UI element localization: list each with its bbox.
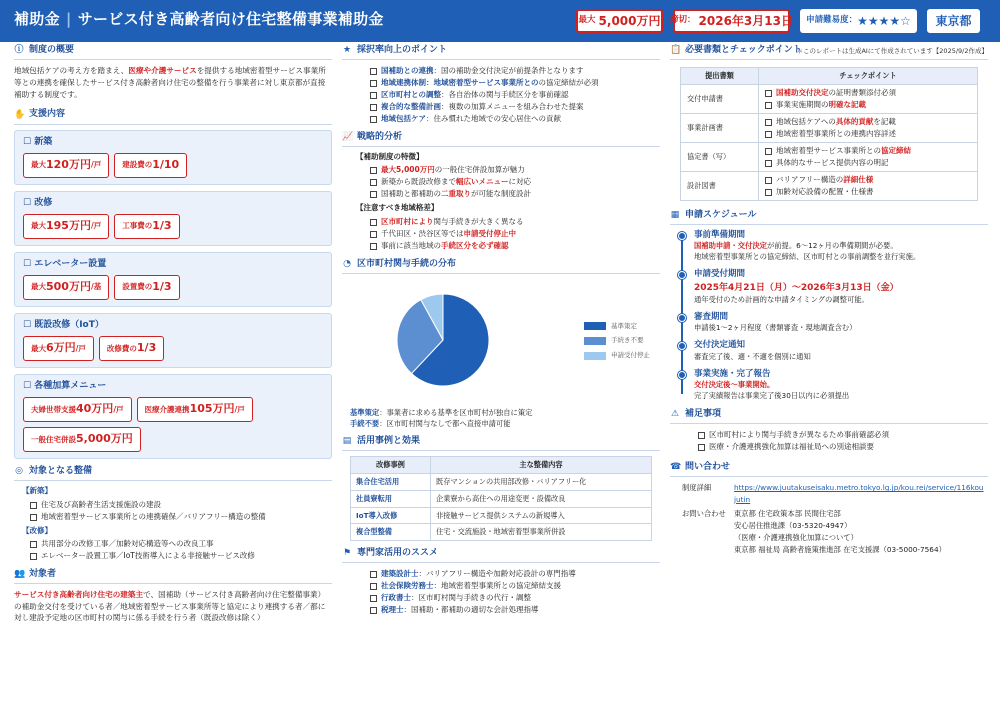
- case-name: 複合型整備: [351, 524, 431, 541]
- checkbox-icon: [765, 131, 772, 138]
- schedule-item: 事前準備期間 国補助申請・交付決定が前提。6〜12ヶ月の準備期間が必要。 地域密着型事業所との協定締結、区市町村との事前調整を並行実施。: [694, 230, 988, 263]
- region-badge: 東京都: [927, 9, 980, 33]
- doc-name: 事業計画書: [681, 113, 759, 142]
- checkbox-icon: [30, 541, 37, 548]
- contact-line: 東京都 福祉局 高齢者施策推進部 在宅支援課（03-5000-7564）: [734, 545, 946, 555]
- checkbox-icon: [30, 553, 37, 560]
- contact-line: 東京都 住宅政策本部 民間住宅部: [734, 508, 841, 518]
- legend-item: [584, 351, 650, 360]
- table-header: チェックポイント: [759, 68, 978, 85]
- clipboard-icon: 📋: [670, 45, 682, 56]
- doc-name: 交付申請書: [681, 84, 759, 113]
- checkbox-icon: [370, 231, 377, 238]
- eligible-heading: 👥 対象者: [14, 568, 332, 584]
- points-heading: ★ 採択率向上のポイント: [342, 44, 660, 60]
- timeline-dot: [678, 314, 686, 322]
- legend-label: 手続き不要: [611, 336, 644, 345]
- contact-lines: [734, 508, 946, 556]
- support-box-title: ☐ エレベーター設置: [23, 258, 107, 269]
- people-icon: 👥: [14, 568, 26, 579]
- checkbox-icon: [765, 189, 772, 196]
- checkbox-item: 複合的な整備計画：複数の加算メニューを組み合わせた提案: [370, 101, 660, 113]
- support-box: [14, 374, 332, 459]
- table-row: [681, 84, 978, 113]
- checkbox-icon: [370, 167, 377, 174]
- checkbox-item: 国補助との連携：国の補助金交付決定が前提条件となります: [370, 65, 660, 77]
- docs-heading: 📋 必要書類とチェックポイント: [670, 45, 802, 56]
- checkbox-item: 共用部分の改修工事／加齢対応構造等への改良工事: [22, 538, 332, 550]
- support-box: [14, 252, 332, 307]
- checkbox-item: 千代田区・渋谷区等では申請受付停止中: [370, 228, 660, 240]
- category-label: 補助金: [14, 10, 60, 28]
- calendar-icon: ▦: [670, 209, 680, 220]
- schedule-heading-text: 審査期間: [694, 311, 729, 322]
- distribution-notes: 基準策定：事業者に求める基準を区市町村が独自に策定 手続不要：区市町村関与なしで都へ直接申請可能: [350, 407, 533, 428]
- table-header: 改修事例: [351, 457, 431, 474]
- checkbox-item: 地域連携体制：地域密着型サービス事業所とのの協定締結が必須: [370, 77, 660, 89]
- checkbox-icon: [370, 116, 377, 123]
- supplement-list: [670, 429, 988, 453]
- checkbox-item: 地域密着型サービス事業所との連携確保／バリアフリー構造の整備: [22, 511, 332, 523]
- difficulty-stars: ★★★★☆: [857, 13, 911, 28]
- schedule-detail: 完了実績報告は事業完了後30日以内に必須提出: [694, 391, 850, 401]
- legend-swatch: [584, 337, 606, 345]
- amount-tag: 設置費の 1/3: [114, 275, 179, 300]
- target-group-label: 【新築】: [22, 486, 52, 496]
- checkbox-icon: [370, 571, 377, 578]
- checkbox-icon: [370, 243, 377, 250]
- support-box-title: ☐ 新築: [23, 136, 53, 147]
- page-title: [14, 9, 384, 29]
- schedule-detail: 審査完了後、適・不適を個別に通知: [694, 351, 811, 361]
- checkbox-item: 国補助交付決定の証明書類添付必須: [765, 87, 971, 99]
- checkbox-icon: [765, 90, 772, 97]
- schedule-heading-text: 交付決定通知: [694, 340, 746, 351]
- table-row: [351, 507, 652, 524]
- table-row: [681, 142, 978, 171]
- document-icon: ▤: [342, 436, 352, 447]
- checkbox-item: 国補助と都補助の二重取りが可能な制度設計: [370, 188, 660, 200]
- checkbox-icon: [370, 179, 377, 186]
- contact-row: お問い合わせ 東京都 住宅政策本部 民間住宅部 安心居住推進課（03-5320-4947） （医療・介護連携強化加算について） 東京都 福祉局 高齢者施策推進部 在宅支援課（03-5000-7564）: [682, 508, 988, 556]
- checkbox-icon: [765, 102, 772, 109]
- checkbox-icon: [765, 160, 772, 167]
- amount-tag: 工事費の 1/3: [114, 214, 179, 239]
- checkbox-icon: [370, 80, 377, 87]
- doc-checks: [759, 113, 978, 142]
- schedule-item: [694, 269, 988, 306]
- table-row: [351, 474, 652, 491]
- contact-detail-row: 制度詳細 https://www.juutakuseisaku.metro.tokyo.lg.jp/kou.rei/service/116koujutin: [682, 483, 984, 504]
- checkbox-item: 区市町村により関与手続きが異なるため事前確認必須: [698, 429, 988, 441]
- schedule-period: 2025年4月21日（月）〜2026年3月13日（金）: [694, 282, 899, 293]
- doc-checks: [759, 171, 978, 200]
- checkbox-item: 住宅及び高齢者生活支援施設の建設: [22, 499, 332, 511]
- checkbox-icon: [370, 104, 377, 111]
- legend-swatch: [584, 352, 606, 360]
- features-list: [356, 164, 660, 200]
- checkbox-item: 地域密着型事業所との連携内容詳述: [765, 128, 971, 140]
- checkbox-icon: [698, 432, 705, 439]
- table-row: [681, 113, 978, 142]
- checkbox-item: バリアフリー構造の詳細仕様: [765, 174, 971, 186]
- difficulty-badge: 申請難易度： ★★★★☆: [800, 9, 917, 33]
- targets-list: [14, 486, 332, 561]
- checkbox-icon: [370, 191, 377, 198]
- doc-name: 設計図書: [681, 171, 759, 200]
- timeline-dot: [678, 232, 686, 240]
- case-content: 非接触サービス提供システムの新規導入: [431, 507, 652, 524]
- schedule-heading-text: 事業実施・完了報告: [694, 368, 771, 379]
- warnings-list: [356, 216, 660, 252]
- targets-heading: ◎ 対象となる整備: [14, 465, 332, 481]
- schedule-detail: 申請後1〜2ヶ月程度（書類審査・現地調査含む）: [694, 323, 857, 333]
- expert-icon: ⚑: [342, 548, 352, 559]
- checkbox-item: 地域包括ケア：住み慣れた地域での安心居住への貢献: [370, 113, 660, 125]
- checkbox-icon: [30, 514, 37, 521]
- checkbox-icon: [765, 177, 772, 184]
- checkbox-icon: [765, 148, 772, 155]
- amount-tag: 建設費の 1/10: [114, 153, 187, 178]
- checkbox-item: 行政書士：区市町村関与手続きの代行・調整: [370, 592, 660, 604]
- warning-icon: ⚠: [670, 409, 680, 420]
- schedule-timeline: [676, 230, 988, 402]
- title-separator: |: [65, 10, 72, 28]
- case-content: 住宅・交流施設・地域密着型事業所併設: [431, 524, 652, 541]
- contact-heading: ☎ 問い合わせ: [670, 461, 988, 477]
- distribution-heading: ◔ 区市町村関与手続の分布: [342, 258, 660, 274]
- overview-text: 地域包括ケアの考え方を踏まえ、医療や介護サービスを提供する地域密着型サービス事業所等との連携を確保したサービス付き高齢者向け住宅の整備を行う事業者に対し東京都が直接補助する制度です。: [14, 66, 326, 99]
- eligible-text: サービス付き高齢者向け住宅の建築主で、国補助（サービス付き高齢者向け住宅整備事業）の補助金交付を受けている者／地域密着型サービス事業所等と協定により連携する者／都に対し建設予定地の区市町村の関与に係る手続を行う者（既設改修は除く）: [14, 589, 326, 623]
- amount-tag: 最大 500万円 /基: [23, 275, 109, 300]
- checkbox-item: 事前に該当地域の手続区分を必ず確認: [370, 240, 660, 252]
- checkbox-item: 区市町村により関与手続きが大きく異なる: [370, 216, 660, 228]
- schedule-item: [694, 340, 988, 362]
- left-column: [14, 44, 332, 624]
- strategy-heading: 📈 戦略的分析: [342, 131, 660, 147]
- checkbox-icon: [698, 444, 705, 451]
- pie-legend: [584, 322, 650, 366]
- checkbox-item: 医療・介護連携強化加算は福祉局への別途相談要: [698, 441, 988, 453]
- checkbox-icon: [30, 502, 37, 509]
- case-name: 社員寮転用: [351, 490, 431, 507]
- target-icon: ◎: [15, 466, 23, 477]
- doc-checks: [759, 84, 978, 113]
- detail-link[interactable]: https://www.juutakuseisaku.metro.tokyo.lg.jp/kou.rei/service/116koujutin: [734, 483, 984, 504]
- legend-item: [584, 322, 650, 331]
- checkbox-item: 税理士：国補助・都補助の適切な会計処理指導: [370, 604, 660, 616]
- checkbox-item: 地域包括ケアへの具体的貢献を記載: [765, 116, 971, 128]
- amount-tag: 夫婦世帯支援 40万円 /戸: [23, 397, 132, 422]
- chart-line-icon: 📈: [342, 132, 354, 143]
- schedule-item: [694, 312, 988, 334]
- checkbox-icon: [370, 219, 377, 226]
- checkbox-item: 新築から既設改修まで幅広いメニューに対応: [370, 176, 660, 188]
- legend-swatch: [584, 322, 606, 330]
- docs-table: [680, 67, 978, 201]
- table-row: [681, 171, 978, 200]
- deadline-badge: 締切： 2026年3月13日: [673, 9, 790, 33]
- checkbox-item: エレベーター設置工事／IoT技術導入による非接触サービス改修: [22, 550, 332, 562]
- cases-heading: ▤ 活用事例と効果: [342, 435, 660, 451]
- checkbox-item: 具体的なサービス提供内容の明記: [765, 157, 971, 169]
- checkbox-item: 加齢対応設備の配置・仕様書: [765, 186, 971, 198]
- amount-tag: 最大 195万円 /戸: [23, 214, 109, 239]
- checkbox-icon: [370, 583, 377, 590]
- case-name: 集合住宅活用: [351, 474, 431, 491]
- pie-icon: ◔: [343, 258, 351, 269]
- legend-label: 基準策定: [611, 321, 637, 330]
- schedule-item: 事業実施・完了報告 交付決定後〜事業開始。 完了実績報告は事業完了後30日以内に必須提出: [694, 369, 988, 402]
- checkbox-item: 最大5,000万円の一般住宅併設加算が魅力: [370, 164, 660, 176]
- amount-tag: 一般住宅併設 5,000万円: [23, 427, 141, 452]
- subsidy-title: サービス付き高齢者向け住宅整備事業補助金: [77, 10, 384, 28]
- target-group-label: 【改修】: [22, 525, 52, 535]
- contact-line: （医療・介護連携強化加算について）: [734, 532, 858, 542]
- legend-item: [584, 336, 650, 345]
- support-heading: ✋ 支援内容: [14, 108, 332, 124]
- strategy-body: [342, 152, 660, 251]
- page-header: [0, 0, 1000, 42]
- doc-name: 協定書（写）: [681, 142, 759, 171]
- case-content: 企業寮から高住への用途変更・設備改良: [431, 490, 652, 507]
- support-box: [14, 313, 332, 368]
- middle-column: [342, 44, 660, 616]
- support-boxes: [14, 130, 332, 460]
- checkbox-icon: [370, 607, 377, 614]
- checkbox-icon: [370, 92, 377, 99]
- case-content: 既存マンションの共用部改修・バリアフリー化: [431, 474, 652, 491]
- doc-checks: [759, 142, 978, 171]
- support-box: [14, 130, 332, 185]
- table-header: 主な整備内容: [431, 457, 652, 474]
- schedule-heading: ▦ 申請スケジュール: [670, 209, 988, 225]
- max-amount-badge: 最大 5,000万円: [576, 9, 663, 33]
- legend-label: 申請受付停止: [611, 351, 650, 360]
- timeline-dot: [678, 271, 686, 279]
- table-row: [351, 524, 652, 541]
- experts-heading: ⚑ 専門家活用のススメ: [342, 547, 660, 563]
- schedule-heading-text: 事前準備期間: [694, 230, 746, 240]
- checkbox-icon: [370, 68, 377, 75]
- support-box-title: ☐ 改修: [23, 197, 53, 208]
- warnings-label: 【注意すべき地域格差】: [356, 203, 439, 213]
- checkbox-item: 事業実施期間の明確な記載: [765, 99, 971, 111]
- handshake-icon: ✋: [14, 109, 26, 120]
- support-box-title: ☐ 既設改修（IoT）: [23, 320, 104, 330]
- table-header: 提出書類: [681, 68, 759, 85]
- points-list: [342, 65, 660, 125]
- supplement-heading: ⚠ 補足事項: [670, 408, 988, 424]
- distribution-chart: [342, 279, 660, 407]
- checkbox-item: 社会保険労務士：地域密着型事業所との協定締結支援: [370, 580, 660, 592]
- timeline-dot: [678, 342, 686, 350]
- checkbox-icon: [370, 595, 377, 602]
- cases-table: [350, 456, 652, 541]
- timeline-dot: [678, 371, 686, 379]
- support-box: [14, 191, 332, 246]
- checkbox-item: 建築設計士：バリアフリー構造や加齢対応設計の専門指導: [370, 568, 660, 580]
- features-label: 【補助制度の特徴】: [356, 152, 424, 162]
- checkbox-icon: [765, 119, 772, 126]
- support-box-title: ☐ 各種加算メニュー: [23, 381, 107, 392]
- schedule-detail: 通年受付のため計画的な申請タイミングの調整可能。: [694, 294, 869, 304]
- amount-tag: 改修費の 1/3: [99, 336, 164, 361]
- ai-disclaimer: ＊このレポートは生成AIにて作成されています【2025/9/2作成】: [796, 47, 988, 55]
- right-column: [670, 44, 988, 556]
- schedule-detail: 地域密着型事業所との協定締結、区市町村との事前調整を並行実施。: [694, 252, 921, 262]
- table-row: [351, 490, 652, 507]
- checkbox-item: 地域密着型サービス事業所との協定締結: [765, 145, 971, 157]
- case-name: IoT導入改修: [351, 507, 431, 524]
- amount-tag: 最大 6万円 /戸: [23, 336, 94, 361]
- schedule-heading-text: 申請受付期間: [694, 269, 746, 280]
- star-icon: ★: [342, 45, 352, 56]
- contact-line: 安心居住推進課（03-5320-4947）: [734, 520, 852, 530]
- checkbox-item: 区市町村との調整：各自治体の関与手続区分を事前確認: [370, 89, 660, 101]
- experts-list: [342, 568, 660, 616]
- overview-heading: ⓘ 制度の概要: [14, 44, 332, 60]
- amount-tag: 医療介護連携 105万円 /戸: [137, 397, 253, 422]
- phone-icon: ☎: [670, 462, 682, 473]
- info-icon: ⓘ: [14, 45, 24, 56]
- amount-tag: 最大 120万円 /戸: [23, 153, 109, 178]
